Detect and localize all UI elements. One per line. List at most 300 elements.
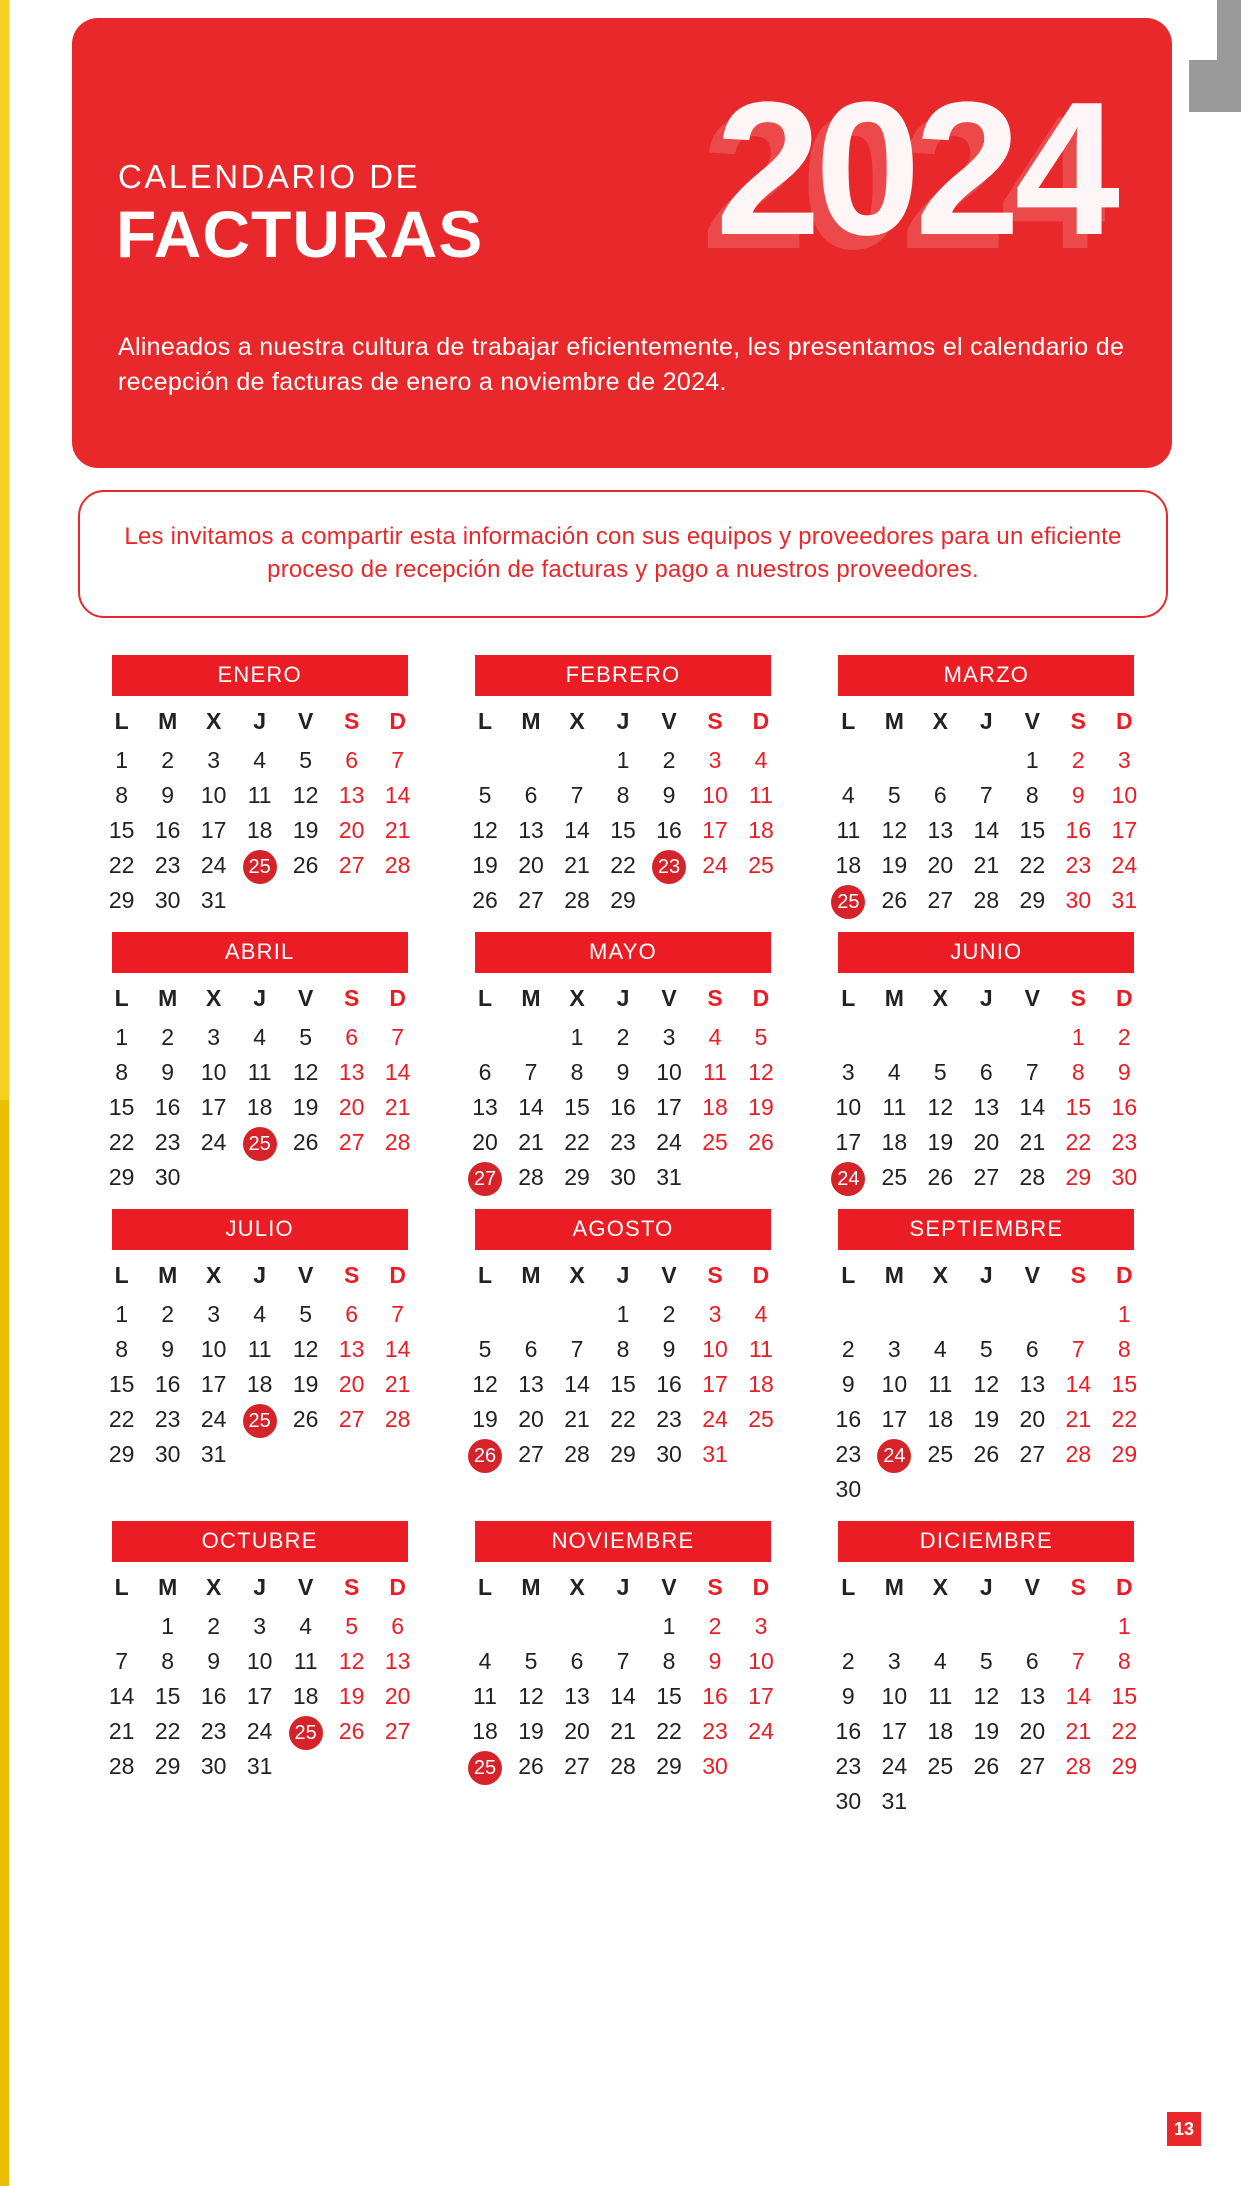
day-cell[interactable]: 11	[836, 817, 861, 843]
day-cell[interactable]: 22	[564, 1129, 590, 1155]
day-cell[interactable]: 12	[927, 1094, 954, 1120]
day-cell[interactable]: 7	[1025, 1059, 1039, 1085]
day-cell[interactable]: 19	[518, 1718, 544, 1744]
day-cell[interactable]: 14	[518, 1094, 544, 1120]
day-cell[interactable]: 3	[253, 1613, 267, 1639]
day-cell[interactable]: 3	[207, 1024, 221, 1050]
day-cell[interactable]: 28	[973, 887, 1000, 913]
day-cell[interactable]: 26	[292, 852, 319, 878]
day-cell[interactable]: 21	[564, 852, 590, 878]
day-cell[interactable]: 18	[748, 817, 774, 843]
day-cell[interactable]: 3	[708, 747, 722, 773]
day-cell[interactable]: 4	[754, 747, 768, 773]
day-cell[interactable]: 30	[1111, 1164, 1138, 1190]
day-cell[interactable]: 15	[108, 817, 135, 843]
day-cell[interactable]: 21	[518, 1129, 544, 1155]
day-cell[interactable]: 28	[1019, 1164, 1046, 1190]
day-cell[interactable]: 10	[656, 1059, 682, 1085]
day-cell[interactable]: 16	[835, 1406, 862, 1432]
day-cell[interactable]: 28	[384, 1129, 411, 1155]
day-cell[interactable]: 23	[154, 852, 181, 878]
day-cell[interactable]: 29	[108, 887, 135, 913]
day-cell[interactable]: 15	[564, 1094, 590, 1120]
day-cell[interactable]	[873, 1437, 915, 1472]
day-cell[interactable]: 28	[1065, 1753, 1092, 1779]
day-cell[interactable]: 14	[564, 1371, 590, 1397]
day-cell[interactable]: 20	[518, 1406, 544, 1432]
day-cell[interactable]: 17	[200, 817, 227, 843]
day-cell[interactable]: 29	[108, 1441, 135, 1467]
day-cell[interactable]: 15	[656, 1683, 682, 1709]
day-cell[interactable]: 26	[292, 1406, 319, 1432]
day-cell[interactable]: 31	[702, 1441, 728, 1467]
day-cell[interactable]: 5	[478, 1336, 492, 1362]
day-cell[interactable]: 14	[564, 817, 590, 843]
day-cell[interactable]: 2	[161, 747, 175, 773]
day-cell[interactable]: 28	[564, 1441, 590, 1467]
day-cell[interactable]: 13	[564, 1683, 590, 1709]
day-cell[interactable]: 2	[161, 1301, 175, 1327]
day-cell[interactable]: 26	[472, 887, 498, 913]
day-cell[interactable]: 17	[200, 1094, 227, 1120]
day-cell[interactable]: 16	[200, 1683, 227, 1709]
day-cell[interactable]: 18	[292, 1683, 319, 1709]
day-cell[interactable]: 9	[708, 1648, 722, 1674]
day-cell[interactable]: 25	[748, 1406, 774, 1432]
day-cell[interactable]: 2	[207, 1613, 221, 1639]
day-cell[interactable]: 8	[1117, 1648, 1131, 1674]
day-cell[interactable]: 5	[979, 1648, 993, 1674]
day-cell[interactable]: 15	[1019, 817, 1046, 843]
day-cell[interactable]: 14	[384, 1059, 411, 1085]
day-cell[interactable]: 29	[610, 1441, 636, 1467]
day-cell[interactable]: 21	[1065, 1718, 1092, 1744]
day-cell[interactable]: 23	[702, 1718, 728, 1744]
day-cell[interactable]: 13	[927, 817, 954, 843]
day-cell[interactable]: 16	[610, 1094, 636, 1120]
day-cell[interactable]: 14	[384, 782, 411, 808]
day-cell[interactable]: 6	[391, 1613, 405, 1639]
day-cell[interactable]: 23	[154, 1129, 181, 1155]
day-cell[interactable]: 14	[384, 1336, 411, 1362]
day-cell[interactable]: 10	[881, 1371, 908, 1397]
day-cell[interactable]: 19	[927, 1129, 954, 1155]
day-cell[interactable]: 30	[154, 1441, 181, 1467]
day-cell[interactable]: 6	[1025, 1648, 1039, 1674]
day-cell[interactable]: 27	[338, 1129, 365, 1155]
day-cell[interactable]: 7	[391, 747, 405, 773]
day-cell[interactable]: 12	[338, 1648, 365, 1674]
day-cell[interactable]: 21	[1019, 1129, 1046, 1155]
day-cell[interactable]: 26	[881, 887, 908, 913]
day-cell[interactable]: 12	[973, 1683, 1000, 1709]
day-cell[interactable]: 10	[200, 1059, 227, 1085]
day-cell[interactable]: 21	[610, 1718, 636, 1744]
day-cell[interactable]	[827, 1160, 869, 1195]
day-cell[interactable]: 1	[161, 1613, 175, 1639]
day-cell[interactable]: 6	[933, 782, 947, 808]
day-cell[interactable]: 11	[749, 782, 773, 808]
day-cell[interactable]: 5	[345, 1613, 359, 1639]
day-cell[interactable]: 5	[754, 1024, 768, 1050]
day-cell[interactable]: 7	[391, 1024, 405, 1050]
day-cell[interactable]: 4	[933, 1648, 947, 1674]
day-cell[interactable]: 31	[881, 1788, 908, 1814]
day-cell[interactable]: 3	[207, 1301, 221, 1327]
day-cell[interactable]: 5	[478, 782, 492, 808]
day-cell[interactable]: 18	[835, 852, 862, 878]
day-cell[interactable]: 9	[841, 1371, 855, 1397]
day-cell[interactable]: 29	[1065, 1164, 1092, 1190]
day-cell[interactable]: 24	[702, 852, 728, 878]
day-cell[interactable]: 3	[841, 1059, 855, 1085]
day-cell[interactable]: 25	[927, 1753, 954, 1779]
day-cell[interactable]: 23	[200, 1718, 227, 1744]
day-cell[interactable]: 2	[1071, 747, 1085, 773]
day-cell[interactable]: 13	[338, 1336, 365, 1362]
day-cell[interactable]: 20	[384, 1683, 411, 1709]
day-cell[interactable]: 18	[472, 1718, 498, 1744]
day-cell[interactable]: 19	[338, 1683, 365, 1709]
day-cell[interactable]: 21	[384, 1094, 411, 1120]
day-cell[interactable]: 18	[927, 1718, 954, 1744]
day-cell[interactable]: 16	[1111, 1094, 1138, 1120]
day-cell[interactable]: 29	[1019, 887, 1046, 913]
day-cell[interactable]: 25	[927, 1441, 954, 1467]
day-cell[interactable]: 20	[338, 1371, 365, 1397]
day-cell[interactable]: 3	[207, 747, 221, 773]
day-cell[interactable]: 22	[1111, 1406, 1138, 1432]
day-cell[interactable]: 4	[841, 782, 855, 808]
day-cell[interactable]: 23	[154, 1406, 181, 1432]
day-cell[interactable]: 24	[200, 1406, 227, 1432]
day-cell[interactable]: 31	[200, 887, 227, 913]
day-cell[interactable]: 22	[1111, 1718, 1138, 1744]
day-cell[interactable]: 6	[570, 1648, 584, 1674]
day-cell[interactable]: 5	[299, 1024, 313, 1050]
day-cell[interactable]: 12	[748, 1059, 774, 1085]
day-cell[interactable]: 3	[887, 1336, 901, 1362]
day-cell[interactable]: 1	[570, 1024, 584, 1050]
day-cell[interactable]	[827, 883, 869, 918]
day-cell[interactable]: 28	[108, 1753, 135, 1779]
day-cell[interactable]: 12	[292, 1336, 319, 1362]
day-cell[interactable]: 6	[979, 1059, 993, 1085]
day-cell[interactable]	[464, 1437, 506, 1472]
day-cell[interactable]: 25	[702, 1129, 728, 1155]
day-cell[interactable]: 1	[616, 1301, 630, 1327]
day-cell[interactable]: 23	[656, 1406, 682, 1432]
day-cell[interactable]: 26	[973, 1753, 1000, 1779]
day-cell[interactable]: 4	[754, 1301, 768, 1327]
day-cell[interactable]: 22	[108, 1129, 135, 1155]
day-cell[interactable]: 20	[338, 817, 365, 843]
day-cell[interactable]: 4	[478, 1648, 492, 1674]
day-cell[interactable]: 19	[472, 1406, 498, 1432]
day-cell[interactable]: 22	[610, 1406, 636, 1432]
day-cell[interactable]: 29	[656, 1753, 682, 1779]
day-cell[interactable]: 22	[656, 1718, 682, 1744]
day-cell[interactable]: 9	[161, 1059, 175, 1085]
day-cell[interactable]: 27	[518, 887, 544, 913]
day-cell[interactable]: 19	[292, 1371, 319, 1397]
day-cell[interactable]: 30	[154, 887, 181, 913]
day-cell[interactable]: 18	[702, 1094, 728, 1120]
day-cell[interactable]: 12	[518, 1683, 544, 1709]
day-cell[interactable]	[464, 1160, 506, 1195]
day-cell[interactable]: 17	[1111, 817, 1138, 843]
day-cell[interactable]: 14	[108, 1683, 135, 1709]
day-cell[interactable]: 10	[200, 782, 227, 808]
day-cell[interactable]: 30	[1065, 887, 1092, 913]
day-cell[interactable]: 11	[882, 1094, 907, 1120]
day-cell[interactable]: 31	[1111, 887, 1138, 913]
day-cell[interactable]: 22	[610, 852, 636, 878]
day-cell[interactable]: 11	[928, 1683, 953, 1709]
day-cell[interactable]: 23	[835, 1441, 862, 1467]
day-cell[interactable]: 11	[247, 782, 272, 808]
day-cell[interactable]: 24	[200, 852, 227, 878]
day-cell[interactable]: 8	[570, 1059, 584, 1085]
day-cell[interactable]: 16	[702, 1683, 728, 1709]
day-cell[interactable]: 9	[161, 782, 175, 808]
day-cell[interactable]: 12	[472, 1371, 498, 1397]
day-cell[interactable]: 15	[610, 1371, 636, 1397]
day-cell[interactable]: 3	[708, 1301, 722, 1327]
day-cell[interactable]: 27	[973, 1164, 1000, 1190]
day-cell[interactable]: 4	[708, 1024, 722, 1050]
day-cell[interactable]: 9	[662, 1336, 676, 1362]
day-cell[interactable]: 13	[338, 782, 365, 808]
day-cell[interactable]: 28	[564, 887, 590, 913]
day-cell[interactable]: 17	[702, 1371, 728, 1397]
day-cell[interactable]: 16	[835, 1718, 862, 1744]
day-cell[interactable]: 21	[564, 1406, 590, 1432]
day-cell[interactable]: 5	[299, 747, 313, 773]
day-cell[interactable]: 17	[200, 1371, 227, 1397]
day-cell[interactable]: 24	[656, 1129, 682, 1155]
day-cell[interactable]: 6	[478, 1059, 492, 1085]
day-cell[interactable]: 20	[564, 1718, 590, 1744]
day-cell[interactable]: 10	[1111, 782, 1138, 808]
day-cell[interactable]: 15	[610, 817, 636, 843]
day-cell[interactable]	[239, 1125, 281, 1160]
day-cell[interactable]: 12	[881, 817, 908, 843]
day-cell[interactable]: 19	[472, 852, 498, 878]
day-cell[interactable]: 4	[253, 1301, 267, 1327]
day-cell[interactable]: 17	[881, 1406, 908, 1432]
day-cell[interactable]: 7	[570, 782, 584, 808]
day-cell[interactable]: 20	[1019, 1718, 1046, 1744]
day-cell[interactable]: 16	[154, 817, 181, 843]
day-cell[interactable]: 20	[1019, 1406, 1046, 1432]
day-cell[interactable]: 12	[973, 1371, 1000, 1397]
day-cell[interactable]: 10	[835, 1094, 862, 1120]
day-cell[interactable]: 22	[1019, 852, 1046, 878]
day-cell[interactable]: 31	[200, 1441, 227, 1467]
day-cell[interactable]: 8	[1025, 782, 1039, 808]
day-cell[interactable]: 19	[881, 852, 908, 878]
day-cell[interactable]: 15	[108, 1094, 135, 1120]
day-cell[interactable]: 30	[656, 1441, 682, 1467]
day-cell[interactable]: 14	[610, 1683, 636, 1709]
day-cell[interactable]: 20	[973, 1129, 1000, 1155]
day-cell[interactable]: 2	[662, 747, 676, 773]
day-cell[interactable]: 27	[338, 852, 365, 878]
day-cell[interactable]	[648, 848, 690, 883]
day-cell[interactable]: 15	[108, 1371, 135, 1397]
day-cell[interactable]: 22	[108, 1406, 135, 1432]
day-cell[interactable]: 6	[345, 747, 359, 773]
day-cell[interactable]: 17	[246, 1683, 273, 1709]
day-cell[interactable]: 8	[616, 782, 630, 808]
day-cell[interactable]: 18	[246, 1371, 273, 1397]
day-cell[interactable]: 30	[835, 1476, 862, 1502]
day-cell[interactable]: 27	[1019, 1441, 1046, 1467]
day-cell[interactable]: 27	[927, 887, 954, 913]
day-cell[interactable]: 28	[610, 1753, 636, 1779]
day-cell[interactable]	[285, 1714, 327, 1749]
day-cell[interactable]: 26	[518, 1753, 544, 1779]
day-cell[interactable]: 24	[200, 1129, 227, 1155]
day-cell[interactable]: 8	[1071, 1059, 1085, 1085]
day-cell[interactable]: 1	[1071, 1024, 1085, 1050]
day-cell[interactable]: 23	[1111, 1129, 1138, 1155]
day-cell[interactable]: 1	[1117, 1301, 1131, 1327]
day-cell[interactable]: 30	[154, 1164, 181, 1190]
day-cell[interactable]: 19	[973, 1718, 1000, 1744]
day-cell[interactable]: 8	[1117, 1336, 1131, 1362]
day-cell[interactable]: 25	[748, 852, 774, 878]
day-cell[interactable]: 27	[384, 1718, 411, 1744]
day-cell[interactable]: 13	[384, 1648, 411, 1674]
day-cell[interactable]: 31	[656, 1164, 682, 1190]
day-cell[interactable]: 19	[292, 1094, 319, 1120]
day-cell[interactable]: 20	[472, 1129, 498, 1155]
day-cell[interactable]: 15	[1065, 1094, 1092, 1120]
day-cell[interactable]: 9	[1071, 782, 1085, 808]
day-cell[interactable]: 9	[161, 1336, 175, 1362]
day-cell[interactable]: 11	[293, 1648, 318, 1674]
day-cell[interactable]: 7	[570, 1336, 584, 1362]
day-cell[interactable]: 29	[564, 1164, 590, 1190]
day-cell[interactable]: 8	[115, 1059, 129, 1085]
day-cell[interactable]: 27	[564, 1753, 590, 1779]
day-cell[interactable]: 27	[1019, 1753, 1046, 1779]
day-cell[interactable]: 9	[207, 1648, 221, 1674]
day-cell[interactable]: 10	[702, 782, 728, 808]
day-cell[interactable]: 7	[1071, 1648, 1085, 1674]
day-cell[interactable]: 19	[973, 1406, 1000, 1432]
day-cell[interactable]: 18	[927, 1406, 954, 1432]
day-cell[interactable]: 22	[154, 1718, 181, 1744]
day-cell[interactable]: 26	[292, 1129, 319, 1155]
day-cell[interactable]: 13	[518, 1371, 544, 1397]
day-cell[interactable]: 13	[973, 1094, 1000, 1120]
day-cell[interactable]: 5	[979, 1336, 993, 1362]
day-cell[interactable]: 10	[748, 1648, 774, 1674]
day-cell[interactable]: 6	[1025, 1336, 1039, 1362]
day-cell[interactable]: 21	[384, 1371, 411, 1397]
day-cell[interactable]: 10	[246, 1648, 273, 1674]
day-cell[interactable]: 11	[247, 1336, 272, 1362]
day-cell[interactable]: 7	[616, 1648, 630, 1674]
day-cell[interactable]: 1	[616, 747, 630, 773]
day-cell[interactable]: 6	[524, 782, 538, 808]
day-cell[interactable]: 23	[1065, 852, 1092, 878]
day-cell[interactable]: 17	[881, 1718, 908, 1744]
day-cell[interactable]: 13	[338, 1059, 365, 1085]
day-cell[interactable]: 16	[656, 817, 682, 843]
day-cell[interactable]: 11	[703, 1059, 727, 1085]
day-cell[interactable]: 5	[299, 1301, 313, 1327]
day-cell[interactable]: 11	[247, 1059, 272, 1085]
day-cell[interactable]: 19	[292, 817, 319, 843]
day-cell[interactable]: 31	[246, 1753, 273, 1779]
day-cell[interactable]: 18	[881, 1129, 908, 1155]
day-cell[interactable]: 12	[292, 782, 319, 808]
day-cell[interactable]: 14	[1019, 1094, 1046, 1120]
day-cell[interactable]: 4	[299, 1613, 313, 1639]
day-cell[interactable]: 29	[108, 1164, 135, 1190]
day-cell[interactable]: 1	[1117, 1613, 1131, 1639]
day-cell[interactable]: 29	[1111, 1441, 1138, 1467]
day-cell[interactable]: 13	[1019, 1371, 1046, 1397]
day-cell[interactable]: 8	[161, 1648, 175, 1674]
day-cell[interactable]: 14	[973, 817, 1000, 843]
day-cell[interactable]	[239, 848, 281, 883]
day-cell[interactable]: 14	[1065, 1371, 1092, 1397]
day-cell[interactable]: 15	[154, 1683, 181, 1709]
day-cell[interactable]: 12	[472, 817, 498, 843]
day-cell[interactable]: 1	[115, 1301, 129, 1327]
day-cell[interactable]: 2	[616, 1024, 630, 1050]
day-cell[interactable]: 3	[887, 1648, 901, 1674]
day-cell[interactable]: 15	[1111, 1683, 1138, 1709]
day-cell[interactable]: 2	[841, 1336, 855, 1362]
day-cell[interactable]: 13	[472, 1094, 498, 1120]
day-cell[interactable]: 30	[610, 1164, 636, 1190]
day-cell[interactable]: 17	[656, 1094, 682, 1120]
day-cell[interactable]: 5	[933, 1059, 947, 1085]
day-cell[interactable]: 22	[108, 852, 135, 878]
day-cell[interactable]: 4	[933, 1336, 947, 1362]
day-cell[interactable]: 21	[384, 817, 411, 843]
day-cell[interactable]: 5	[887, 782, 901, 808]
day-cell[interactable]: 24	[246, 1718, 273, 1744]
day-cell[interactable]: 8	[115, 1336, 129, 1362]
day-cell[interactable]: 2	[841, 1648, 855, 1674]
day-cell[interactable]: 1	[662, 1613, 676, 1639]
day-cell[interactable]: 13	[1019, 1683, 1046, 1709]
day-cell[interactable]: 23	[835, 1753, 862, 1779]
day-cell[interactable]: 20	[338, 1094, 365, 1120]
day-cell[interactable]: 26	[748, 1129, 774, 1155]
day-cell[interactable]: 11	[928, 1371, 953, 1397]
day-cell[interactable]: 30	[702, 1753, 728, 1779]
day-cell[interactable]: 9	[662, 782, 676, 808]
day-cell[interactable]: 22	[1065, 1129, 1092, 1155]
day-cell[interactable]: 6	[345, 1024, 359, 1050]
day-cell[interactable]: 8	[616, 1336, 630, 1362]
day-cell[interactable]: 5	[524, 1648, 538, 1674]
day-cell[interactable]: 23	[610, 1129, 636, 1155]
day-cell[interactable]: 7	[391, 1301, 405, 1327]
day-cell[interactable]: 8	[662, 1648, 676, 1674]
day-cell[interactable]: 30	[200, 1753, 227, 1779]
day-cell[interactable]: 18	[748, 1371, 774, 1397]
day-cell[interactable]: 24	[702, 1406, 728, 1432]
